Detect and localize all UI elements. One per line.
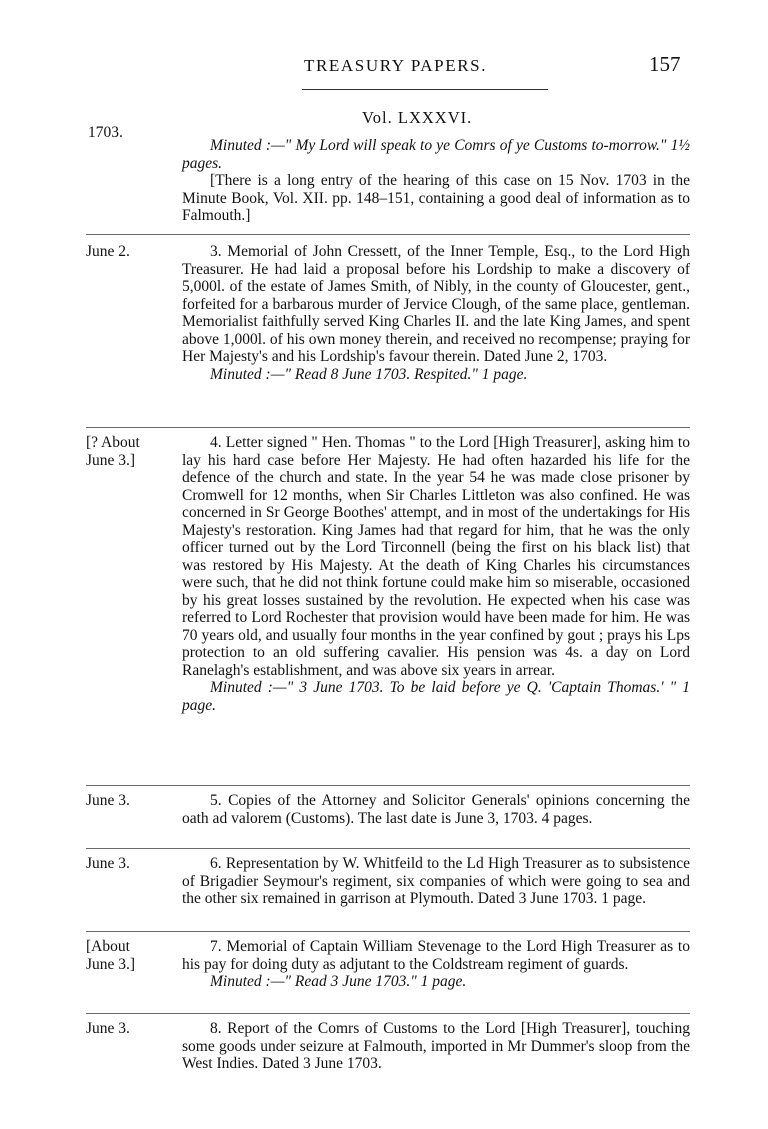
header-rule (302, 89, 548, 90)
entry-divider (86, 785, 690, 786)
page-header (0, 52, 768, 82)
entry-5 (86, 792, 690, 827)
entry-7 (86, 938, 690, 991)
minute-text: Minuted :—" 3 June 1703. To be laid before ye Q. 'Captain Thomas.' " 1 page. (182, 679, 690, 714)
entry-text: 5. Copies of the Attorney and Solicitor Generals' opinions concerning the oath ad valorem (Customs). The last date is June 3, 1703. 4 pages. (182, 792, 690, 827)
entry-divider (86, 1013, 690, 1014)
entry-3 (86, 243, 690, 383)
minute-text: Minuted :—" My Lord will speak to ye Comrs of ye Customs to-morrow." 1½ pages. (182, 137, 690, 172)
minute-text: Minuted :—" Read 8 June 1703. Respited." 1 page. (210, 365, 528, 383)
entry-date: June 3. (86, 792, 130, 809)
entry-date: [About June 3.] (86, 938, 136, 973)
entry-text: 6. Representation by W. Whitfeild to the Ld High Treasurer as to subsistence of Brigadier Seymour's regiment, six companies of which were going to sea and the other six remained in garrison at Plymouth. Dated 3 June 1703. 1 page. (182, 855, 690, 907)
entry-divider (86, 427, 690, 428)
volume-heading: Vol. LXXXVI. (362, 108, 473, 127)
running-title: TREASURY PAPERS. (304, 56, 488, 75)
entry-6 (86, 855, 690, 908)
entry-8 (86, 1020, 690, 1073)
entry-text: 4. Letter signed " Hen. Thomas " to the Lord [High Treasurer], asking him to lay his hard case before Her Majesty. He had often hazarded his life for the defence of the church and state. In the year 54 he was made close prisoner by Cromwell for 12 months, when Sir Charles Littleton was also confined. He was concerned in Sr George Boothes' attempt, and in most of the undertakings for His Majesty's restoration. King James had that regard for him, that he was the only officer turned out by the Lord Tirconnell (being the first on his black list) that was restored by His Majesty. At the death of King Charles his circumstances were such, that he did not think fortune could make him so miserable, occasioned by his great losses sustained by the revolution. He expected when his case was referred to Lord Rochester that provision would have been made for him. He was 70 years old, and usually four months in the year confined by gout ; prays his Lps protection to an old suffering cavalier. His pension was 4s. a day on Lord Ranelagh's establishment, and was above six years in arrear. (182, 434, 690, 679)
entry-text: 3. Memorial of John Cressett, of the Inner Temple, Esq., to the Lord High Treasurer. He had laid a proposal before his Lordship to make a discovery of 5,000l. of the estate of James Smith, of Nibly, in the county of Gloucester, gent., forfeited for a barbarous murder of Jervice Clough, of the same place, gentleman. Memorialist faithfully served King Charles II. and the late King James, and spent above 1,000l. of his own money therein, and received no recompense; praying for Her Majesty's and his Lordship's favour therein. Dated June 2, 1703. (182, 243, 690, 365)
entry-date: June 2. (86, 243, 130, 260)
entry-text: 7. Memorial of Captain William Stevenage to the Lord High Treasurer as to his pay for doing duty as adjutant to the Coldstream regiment of guards. (182, 938, 690, 973)
year-marginal: 1703. (88, 124, 123, 141)
entry-text: 8. Report of the Comrs of Customs to the Lord [High Treasurer], touching some goods under seizure at Falmouth, imported in Mr Dummer's sloop from the West Indies. Dated 3 June 1703. (182, 1020, 690, 1072)
entry-divider (86, 234, 690, 235)
entry-date: [? About June 3.] (86, 434, 140, 469)
entry-divider (86, 848, 690, 849)
minute-text: Minuted :—" Read 3 June 1703." 1 page. (210, 973, 467, 990)
entry-4 (86, 434, 690, 714)
entry-date: June 3. (86, 855, 130, 872)
entry-divider (86, 931, 690, 932)
entry-continued (86, 137, 690, 225)
page-number: 157 (649, 52, 681, 76)
entry-date: June 3. (86, 1020, 130, 1037)
note-paragraph: [There is a long entry of the hearing of this case on 15 Nov. 1703 in the Minute Book, Vol. XII. pp. 148–151, containing a good deal of information as to Falmouth.] (182, 172, 690, 224)
